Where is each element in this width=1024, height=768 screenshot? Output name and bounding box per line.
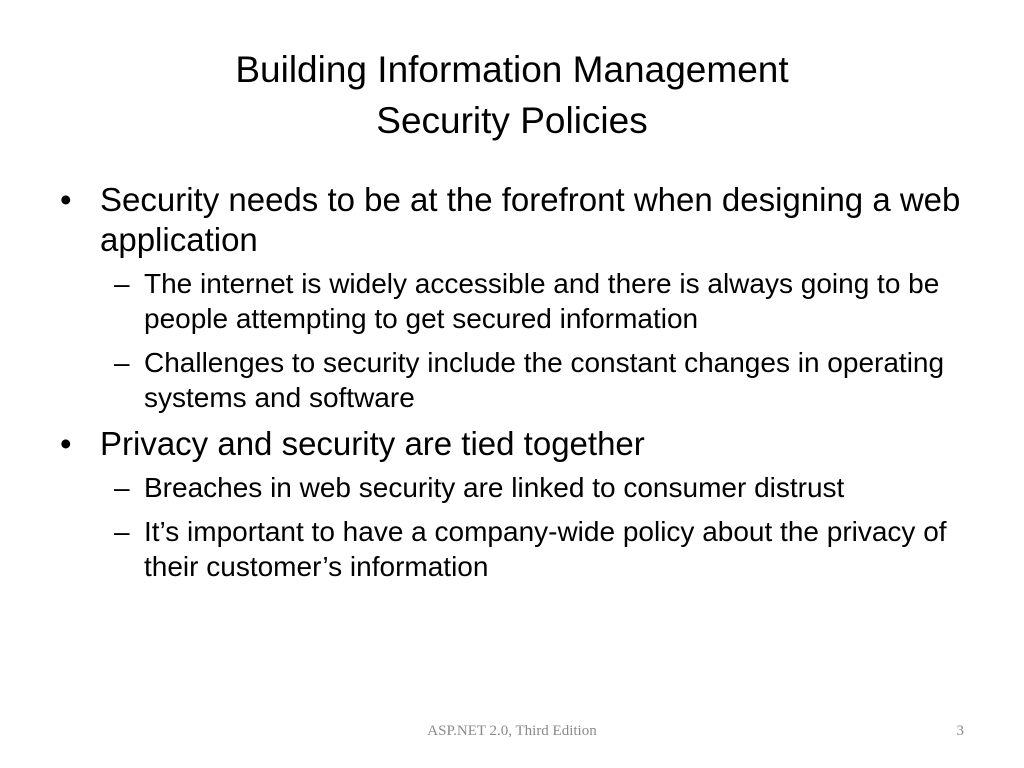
sub-bullet-marker: – — [114, 347, 130, 378]
slide-title-line-1: Building Information Management — [235, 49, 789, 90]
bullet-list — [58, 180, 968, 584]
slide-title-line-2: Security Policies — [376, 100, 648, 141]
slide-footer: ASP.NET 2.0, Third Edition — [427, 723, 597, 739]
slide-number: 3 — [956, 723, 964, 739]
bullet-item — [58, 424, 968, 584]
sub-bullet-text: Breaches in web security are linked to consumer distrust — [144, 472, 845, 503]
bullet-marker: • — [60, 425, 72, 462]
sub-bullet-marker: – — [114, 268, 130, 299]
sub-bullet-marker: – — [114, 516, 130, 547]
bullet-item — [58, 180, 968, 415]
sub-bullet-list — [100, 470, 968, 584]
sub-bullet-item — [100, 514, 968, 584]
slide-title — [60, 44, 964, 146]
sub-bullet-item — [100, 266, 968, 336]
bullet-marker: • — [60, 181, 72, 218]
bullet-text: Privacy and security are tied together — [100, 425, 645, 462]
sub-bullet-text: The internet is widely accessible and there is always going to be people attempting to get secured information — [144, 268, 940, 334]
slide-body — [58, 180, 968, 593]
sub-bullet-text: It’s important to have a company-wide policy about the privacy of their customer’s information — [144, 516, 947, 582]
bullet-text: Security needs to be at the forefront when designing a web application — [100, 181, 961, 258]
sub-bullet-marker: – — [114, 472, 130, 503]
sub-bullet-text: Challenges to security include the constant changes in operating systems and software — [144, 347, 945, 413]
sub-bullet-item — [100, 470, 968, 505]
sub-bullet-list — [100, 266, 968, 415]
sub-bullet-item — [100, 345, 968, 415]
